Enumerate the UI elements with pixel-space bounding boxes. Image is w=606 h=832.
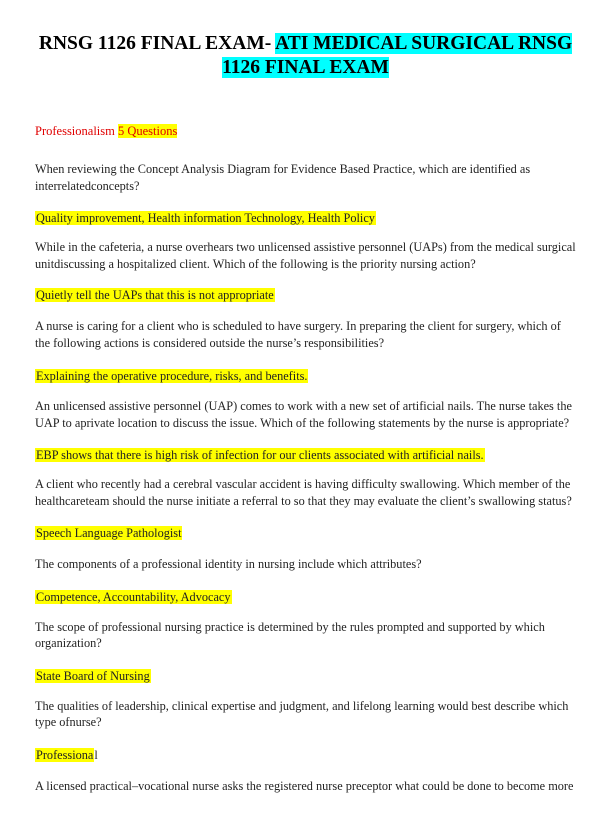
- title-part-1: RNSG 1126 FINAL EXAM-: [38, 33, 276, 54]
- answer-5-text: Speech Language Pathologist: [36, 526, 182, 540]
- answer-2-text: Quietly tell the UAPs that this is not appropriate: [36, 288, 274, 302]
- question-3: A nurse is caring for a client who is scheduled to have surgery. In preparing the client for surgery, which of the following actions is considered outside the nurse’s responsibilities?: [35, 319, 561, 350]
- answer-8-text-highlighted: Professiona: [36, 747, 94, 762]
- answer-1: [35, 210, 576, 226]
- answer-1-text: Quality improvement, Health information Technology, Health Policy: [36, 211, 375, 225]
- answer-3-text: Explaining the operative procedure, risks, and benefits.: [36, 369, 308, 383]
- answer-7: [35, 668, 576, 684]
- answer-8-text-tail: l: [94, 747, 98, 762]
- answer-7-text: State Board of Nursing: [36, 668, 150, 683]
- question-8: The qualities of leadership, clinical expertise and judgment, and lifelong learning would best describe which type ofnurse?: [35, 698, 569, 729]
- question-5: A client who recently had a cerebral vascular accident is having difficulty swallowing. Which member of the healthcareteam should the nurse initiate a referral to so that they may evaluate the client’s swallowing status?: [35, 477, 572, 508]
- question-2: While in the cafeteria, a nurse overhears two unlicensed assistive personnel (UAPs) from the medical surgical unitdiscussing a hospitalized client. Which of the following is the priority nursing action?: [35, 240, 576, 271]
- question-1: When reviewing the Concept Analysis Diagram for Evidence Based Practice, which are identified as interrelatedconcepts?: [35, 162, 531, 193]
- answer-3: [35, 368, 576, 384]
- question-9: A licensed practical–vocational nurse asks the registered nurse preceptor what could be done to become more: [35, 778, 574, 793]
- answer-4: [35, 447, 576, 463]
- question-6: The components of a professional identity in nursing include which attributes?: [35, 557, 422, 571]
- section-question-count: 5 Questions: [117, 124, 178, 138]
- document-title: [35, 32, 576, 80]
- answer-4-text: EBP shows that there is high risk of infection for our clients associated with artificial nails.: [36, 448, 484, 462]
- answer-8: [35, 747, 576, 763]
- document-page: [0, 32, 606, 832]
- section-label: Professionalism: [35, 124, 118, 138]
- answer-6: [35, 589, 576, 605]
- answer-6-text: Competence, Accountability, Advocacy: [36, 589, 231, 604]
- title-part-2-highlighted: ATI MEDICAL SURGICAL RNSG 1126 FINAL EXAM: [222, 33, 573, 78]
- section-heading: [35, 123, 576, 139]
- question-7: The scope of professional nursing practice is determined by the rules prompted and supported by which organization?: [35, 619, 545, 650]
- answer-5: [35, 525, 576, 541]
- question-4: An unlicensed assistive personnel (UAP) comes to work with a new set of artificial nails. The nurse takes the UAP to aprivate location to discuss the issue. Which of the following statements by the nurse is appropriate?: [35, 399, 572, 430]
- answer-2: [35, 287, 576, 303]
